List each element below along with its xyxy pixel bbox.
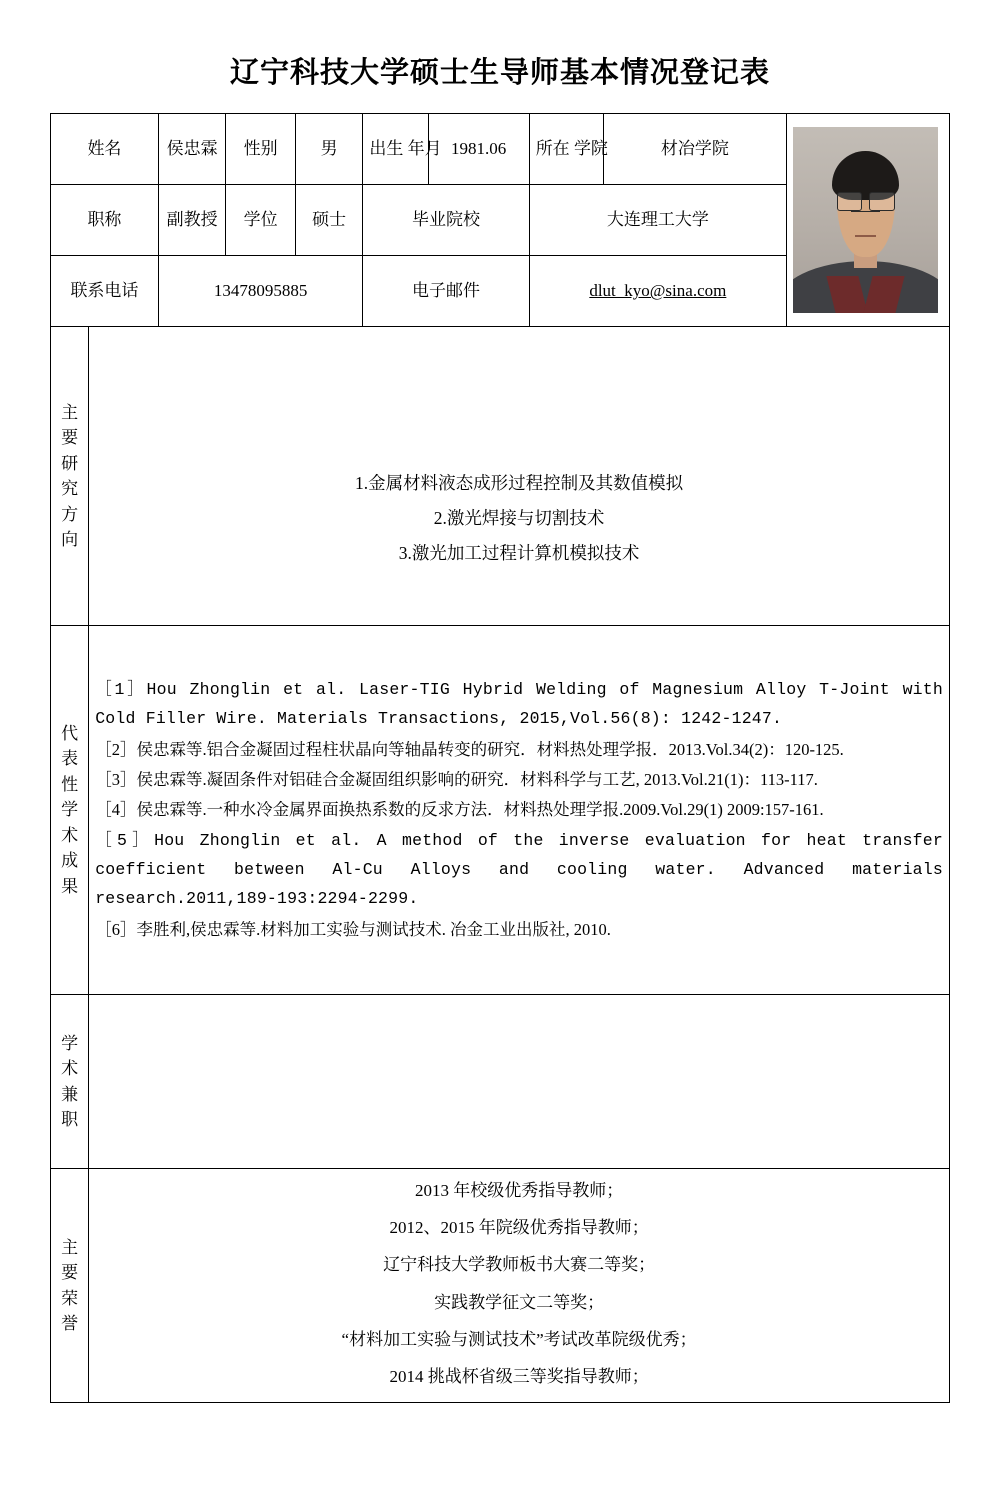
honors-label-char-4: 誉 [61, 1314, 79, 1333]
part-time-label-char-4: 职 [61, 1110, 79, 1129]
college-label [529, 114, 608, 185]
achievement-item: ［5］Hou Zhonglin et al. A method of the inverse evaluation for heat transfer coefficient between Al-Cu Alloys and cooling water. Advanced materials research.2011,189-193:2294-2299. [95, 830, 943, 909]
honors-label-char-3: 荣 [61, 1288, 79, 1308]
honors-label-char-2: 要 [61, 1263, 79, 1282]
name-value: 侯忠霖 [158, 114, 225, 185]
table-row-honors [51, 1169, 950, 1403]
research-label [51, 327, 89, 626]
part-time-label-char-3: 兼 [61, 1084, 79, 1104]
research-item: 1.金属材料液态成形过程控制及其数值模拟 [355, 472, 684, 493]
portrait-photo-cell [787, 114, 950, 327]
name-label: 姓名 [51, 114, 159, 185]
achievement-item: ［2］侯忠霖等.铝合金凝固过程柱状晶向等轴晶转变的研究．材料热处理学报．2013.Vol.34(2)：120-125. [95, 739, 844, 759]
research-list [95, 382, 943, 571]
research-item: 2.激光焊接与切割技术 [433, 507, 605, 528]
college-value: 材冶学院 [603, 114, 786, 185]
research-label-char-6: 向 [61, 530, 79, 549]
research-content [89, 327, 950, 626]
achievement-item: ［3］侯忠霖等.凝固条件对铝硅合金凝固组织影响的研究．材料科学与工艺, 2013.Vol.21(1)：113-117. [95, 769, 818, 789]
college-label-line1: 所在 [535, 139, 570, 159]
achievement-item: ［1］Hou Zhonglin et al. Laser-TIG Hybrid Welding of Magnesium Alloy T-Joint with Cold Filler Wire. Materials Transactions, 2015,Vol.56(8): 1242-1247. [95, 679, 943, 729]
glasses-icon [837, 192, 895, 209]
honors-content [89, 1169, 950, 1403]
achievements-content [89, 626, 950, 995]
table-row-research [51, 327, 950, 626]
degree-label: 学位 [226, 185, 296, 256]
phone-value: 13478095885 [158, 256, 363, 327]
honor-item: “材料加工实验与测试技术”考试改革院级优秀； [341, 1329, 697, 1349]
part-time-label-char-2: 术 [61, 1059, 79, 1078]
achievements-label [51, 626, 89, 995]
table-row-achievements [51, 626, 950, 995]
research-label-char-2: 要 [61, 428, 79, 447]
honor-item: 辽宁科技大学教师板书大赛二等奖； [383, 1255, 656, 1275]
title-label: 职称 [51, 185, 159, 256]
achievements-label-char-5: 术 [61, 825, 79, 845]
achievement-item: ［6］李胜利,侯忠霖等.材料加工实验与测试技术. 冶金工业出版社, 2010. [95, 919, 611, 939]
honor-item: 2012、2015 年院级优秀指导教师； [389, 1218, 649, 1238]
email-link[interactable]: dlut_kyo@sina.com [589, 281, 727, 301]
school-value: 大连理工大学 [529, 185, 786, 256]
part-time-label [51, 995, 89, 1169]
achievements-label-char-7: 果 [61, 876, 79, 896]
photo-glasses-bridge [851, 211, 880, 213]
email-label: 电子邮件 [363, 256, 529, 327]
achievements-label-char-1: 代 [61, 723, 79, 743]
portrait-photo [793, 127, 938, 313]
achievements-label-char-4: 学 [61, 800, 79, 820]
birth-label [363, 114, 442, 185]
title-value: 副教授 [158, 185, 225, 256]
honors-label-char-1: 主 [61, 1237, 79, 1257]
gender-value: 男 [295, 114, 362, 185]
honor-item: 实践教学征文二等奖； [434, 1292, 605, 1312]
phone-label: 联系电话 [51, 256, 159, 327]
college-label-line2: 学院 [573, 139, 608, 159]
birth-label-line1: 出生 [369, 139, 404, 159]
table-row-part-time [51, 995, 950, 1169]
achievements-label-char-3: 性 [61, 774, 79, 794]
page-title: 辽宁科技大学硕士生导师基本情况登记表 [229, 57, 770, 89]
achievements-label-char-2: 表 [61, 749, 79, 769]
birth-label-line2: 年月 [407, 139, 442, 159]
research-item: 3.激光加工过程计算机模拟技术 [398, 542, 640, 563]
photo-mouth [855, 235, 875, 237]
honors-label [51, 1169, 89, 1403]
birth-value: 1981.06 [428, 114, 529, 185]
research-label-char-4: 究 [61, 479, 79, 498]
table-row-basic-1 [51, 114, 950, 185]
part-time-content [89, 995, 950, 1169]
research-label-char-5: 方 [61, 504, 79, 524]
school-label: 毕业院校 [363, 185, 529, 256]
photo-lens-right [869, 192, 894, 211]
photo-lens-left [837, 192, 862, 211]
honor-item: 2014 挑战杯省级三等奖指导教师； [389, 1366, 649, 1386]
research-label-char-3: 研 [61, 453, 79, 473]
gender-label: 性别 [226, 114, 296, 185]
achievements-label-char-6: 成 [61, 851, 79, 871]
achievement-item: ［4］侯忠霖等.一种水冷金属界面换热系数的反求方法．材料热处理学报.2009.Vol.29(1) 2009:157-161. [95, 800, 824, 820]
honor-item: 2013 年校级优秀指导教师； [414, 1181, 624, 1201]
supervisor-info-table [50, 113, 950, 1403]
part-time-label-char-1: 学 [61, 1033, 79, 1053]
email-value-cell [529, 256, 786, 327]
degree-value: 硕士 [295, 185, 362, 256]
research-label-char-1: 主 [61, 402, 79, 422]
